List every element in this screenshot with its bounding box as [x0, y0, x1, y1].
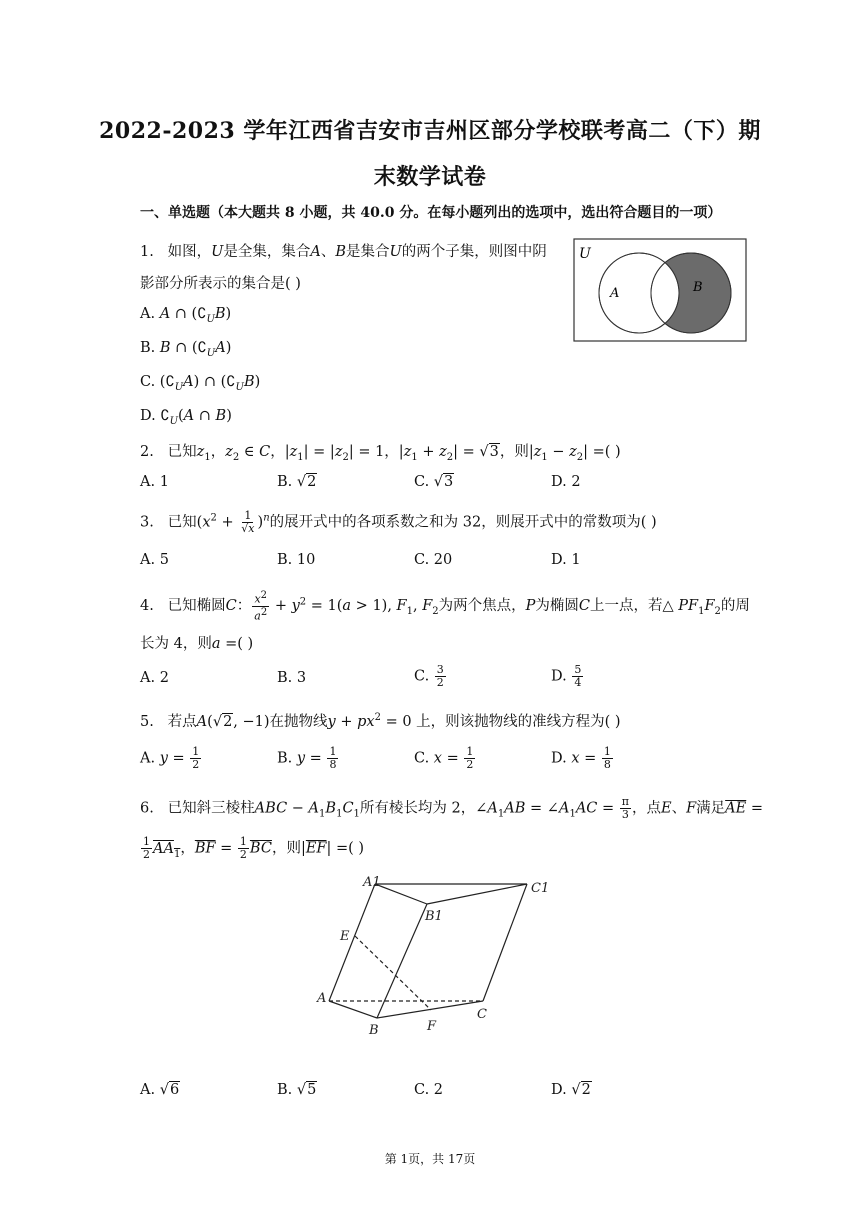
question-2-option-a[interactable]: A. 1 — [140, 474, 169, 490]
question-4-option-c[interactable]: C. $\frac{3}{2}$ — [414, 663, 444, 689]
prism-label-b1: B1 — [425, 909, 443, 924]
section-heading: 一、单选题（本大题共 8 小题，共 40.0 分。在每小题列出的选项中，选出符合题目的一项） — [140, 205, 722, 221]
prism-label-f: F — [427, 1019, 437, 1034]
prism-label-c: C — [477, 1007, 487, 1022]
question-4-stem: 4. 已知椭圆C： $\frac{x^2}{a^2}$ + $y^2 = 1(a > 1)$, $F_1$, $F_2$为两个焦点，P为椭圆C上一点，若△ $PF_1F_2$的周 — [140, 590, 750, 623]
question-3-option-b[interactable]: B. 10 — [277, 552, 316, 568]
prism-label-c1: C1 — [531, 881, 550, 896]
question-1-option-a[interactable]: A. A ∩ $(∁_UB)$ — [140, 306, 232, 325]
question-5-stem: 5. 若点A(√2, −1)在抛物线$y + px^2 = 0$ 上，则该抛物线的准线方程为( ) — [140, 712, 621, 730]
prism-label-a: A — [317, 991, 327, 1006]
question-3-option-d[interactable]: D. 1 — [551, 552, 581, 568]
page-footer: 第 1页，共 17页 — [384, 1152, 476, 1166]
question-6-option-a[interactable]: A. √6 — [140, 1082, 180, 1098]
question-6-option-c[interactable]: C. 2 — [414, 1082, 444, 1098]
question-5-option-d[interactable]: D. x = $\frac{1}{8}$ — [551, 745, 611, 771]
question-6-option-b[interactable]: B. √5 — [277, 1082, 317, 1098]
question-1-stem-line2: 影部分所表示的集合是( ) — [140, 276, 301, 292]
question-3-option-c[interactable]: C. 20 — [414, 552, 453, 568]
paper-title-line1: 2022-2023 学年江西省吉安市吉州区部分学校联考高二（下）期 — [99, 118, 761, 144]
question-6-stem-line2: $\frac{1}{2}$ $AA_1$，$\overline{BF}$ = $\frac{1}{2}$ $\overline{BC}$，则$|\overline{EF}|$ =( ) — [143, 835, 365, 861]
question-1-option-d[interactable]: D. $∁_U(A$ ∩ B) — [140, 408, 232, 427]
venn-label-b: B — [693, 280, 703, 295]
prism-label-a1: A1 — [363, 875, 381, 890]
venn-diagram — [573, 238, 747, 342]
question-5-option-b[interactable]: B. y = $\frac{1}{8}$ — [277, 745, 337, 771]
prism-label-b: B — [369, 1023, 379, 1038]
paper-title-line2: 末数学试卷 — [373, 164, 487, 190]
question-1-option-c[interactable]: C. $(∁_UA)$ ∩ $(∁_UB)$ — [140, 374, 261, 393]
question-1-option-b[interactable]: B. B ∩ $(∁_UA)$ — [140, 340, 232, 359]
question-4-option-d[interactable]: D. $\frac{5}{4}$ — [551, 663, 582, 689]
question-2-option-b[interactable]: B. √2 — [277, 474, 317, 490]
prism-label-e: E — [340, 929, 350, 944]
question-4-option-b[interactable]: B. 3 — [277, 670, 307, 686]
oblique-prism-figure — [305, 868, 565, 1048]
question-2-option-d[interactable]: D. 2 — [551, 474, 581, 490]
question-3-option-a[interactable]: A. 5 — [140, 552, 169, 568]
question-6-stem: 6. 已知斜三棱柱ABC − $A_1B_1C_1$所有棱长均为 2，$\angle A_1AB$ = $\angle A_1AC$ = $\frac{\pi}{3}$ ，点E、F满足$\overline{AE}$ = — [140, 795, 763, 821]
question-6-option-d[interactable]: D. √2 — [551, 1082, 591, 1098]
question-2-stem: 2. 已知$z_1$，$z_2$ ∈ C，$|z_1| = |z_2| = 1$，$|z_1 + z_2| = √3$，则$|z_1 - z_2|$ =( ) — [140, 444, 621, 463]
venn-label-u: U — [579, 246, 591, 262]
question-4-option-a[interactable]: A. 2 — [140, 670, 169, 686]
question-5-option-c[interactable]: C. x = $\frac{1}{2}$ — [414, 745, 474, 771]
venn-label-a: A — [610, 286, 620, 301]
question-1-stem: 1. 如图，U是全集，集合A、B是集合U的两个子集，则图中阴 — [140, 244, 547, 260]
question-2-option-c[interactable]: C. √3 — [414, 474, 454, 490]
question-3-stem: 3. 已知($x^2$ + $\frac{1}{√x}$ )$^n$的展开式中的各项系数之和为 32，则展开式中的常数项为( ) — [140, 509, 657, 535]
question-4-stem-line2: 长为 4，则a =( ) — [140, 636, 254, 652]
question-5-option-a[interactable]: A. y = $\frac{1}{2}$ — [140, 745, 200, 771]
